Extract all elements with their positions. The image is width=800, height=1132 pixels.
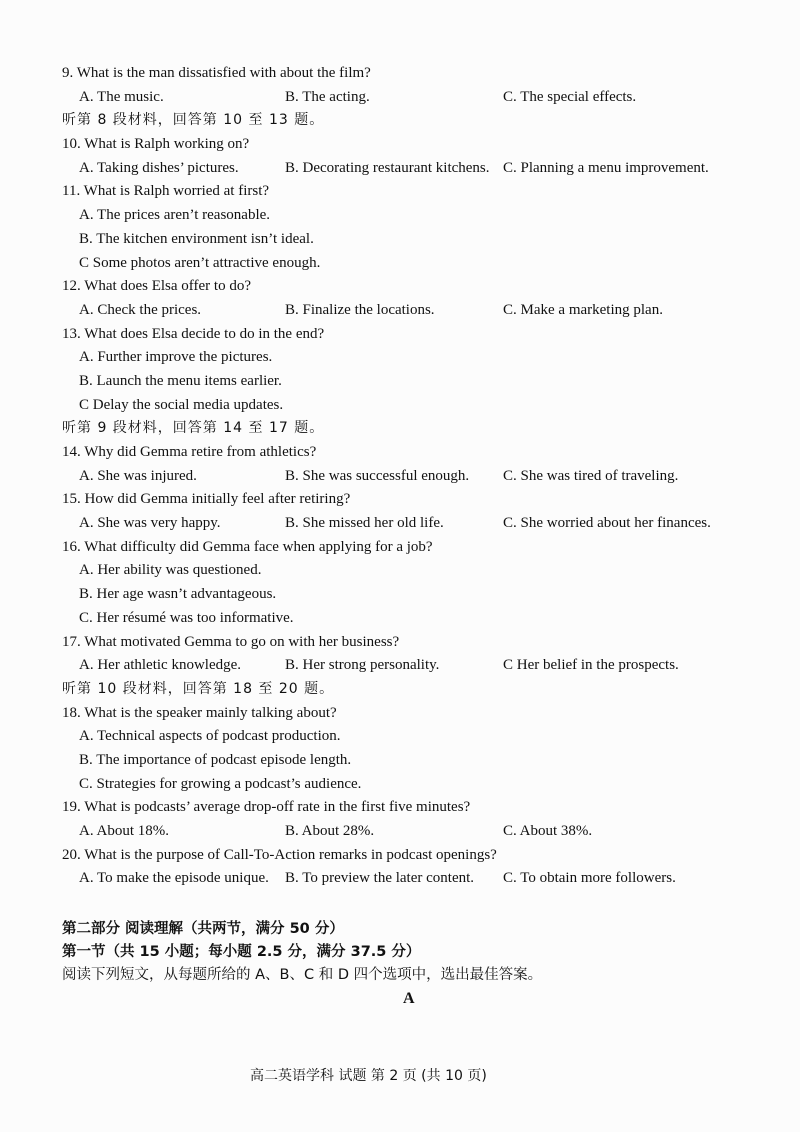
option-c: C Some photos aren’t attractive enough. — [79, 254, 321, 271]
option-c: C. Her résumé was too informative. — [79, 609, 294, 626]
reading-instruction: 阅读下列短文，从每题所给的 A、B、C 和 D 四个选项中，选出最佳答案。 — [62, 967, 543, 983]
option-a: A. The music. — [79, 88, 164, 105]
option-a: A. Her athletic knowledge. — [79, 657, 242, 674]
options-9 — [62, 86, 762, 110]
question-18: 18. What is the speaker mainly talking about? — [62, 704, 337, 721]
listening-questions — [62, 62, 762, 891]
option-b: B. She missed her old life. — [285, 515, 444, 532]
options-14 — [62, 465, 762, 489]
instruction-material-8: 听第 8 段材料，回答第 10 至 13 题。 — [62, 112, 325, 129]
option-c: C. Planning a menu improvement. — [503, 159, 709, 176]
question-14: 14. Why did Gemma retire from athletics? — [62, 444, 317, 460]
part-two-heading: 第二部分 阅读理解（共两节，满分 50 分） — [62, 921, 344, 937]
question-19: 19. What is podcasts’ average drop-off rate in the first five minutes? — [62, 799, 471, 816]
question-20: 20. What is the purpose of Call-To-Action remarks in podcast openings? — [62, 846, 497, 863]
passage-label: A — [403, 990, 415, 1007]
option-a: A. She was very happy. — [79, 515, 221, 532]
options-17 — [62, 654, 762, 678]
options-20 — [62, 867, 762, 891]
option-b: B. Finalize the locations. — [285, 301, 435, 318]
option-c: C Delay the social media updates. — [79, 396, 284, 413]
option-c: C. About 38%. — [503, 823, 593, 839]
option-a: A. To make the episode unique. — [79, 870, 269, 887]
option-b: B. Her strong personality. — [285, 657, 440, 674]
instruction-material-9: 听第 9 段材料，回答第 14 至 17 题。 — [62, 420, 325, 437]
option-a: A. Technical aspects of podcast production. — [79, 728, 341, 745]
options-12 — [62, 299, 762, 323]
option-c: C. To obtain more followers. — [503, 870, 676, 887]
option-c: C. Make a marketing plan. — [503, 301, 663, 318]
question-12: 12. What does Elsa offer to do? — [62, 278, 251, 295]
option-b: B. She was successful enough. — [285, 467, 470, 484]
instruction-material-10: 听第 10 段材料，回答第 18 至 20 题。 — [62, 680, 335, 697]
option-b: B. The acting. — [285, 88, 370, 105]
option-b: B. To preview the later content. — [285, 870, 475, 887]
option-c: C. She was tired of traveling. — [503, 467, 679, 484]
option-c: C. She worried about her finances. — [503, 515, 711, 532]
option-b: B. The importance of podcast episode length. — [79, 751, 352, 768]
option-c: C Her belief in the prospects. — [503, 657, 679, 674]
option-b: B. Decorating restaurant kitchens. — [285, 159, 490, 176]
question-17: 17. What motivated Gemma to go on with her business? — [62, 633, 400, 650]
question-16: 16. What difficulty did Gemma face when applying for a job? — [62, 538, 433, 555]
option-c: C. Strategies for growing a podcast’s audience. — [79, 775, 362, 792]
options-15 — [62, 512, 762, 536]
options-19 — [62, 820, 762, 844]
option-b: B. Her age wasn’t advantageous. — [79, 586, 277, 603]
option-b: B. Launch the menu items earlier. — [79, 372, 282, 389]
option-b: B. The kitchen environment isn’t ideal. — [79, 230, 314, 247]
option-a: A. She was injured. — [79, 467, 197, 484]
section-one-heading: 第一节（共 15 小题；每小题 2.5 分，满分 37.5 分） — [62, 944, 421, 960]
option-b: B. About 28%. — [285, 823, 375, 839]
options-10 — [62, 157, 762, 181]
option-a: A. The prices aren’t reasonable. — [79, 207, 271, 224]
option-a: A. Her ability was questioned. — [79, 562, 262, 579]
option-a: A. Further improve the pictures. — [79, 349, 273, 366]
option-a: A. About 18%. — [79, 823, 169, 839]
question-9: 9. What is the man dissatisfied with about the film? — [62, 65, 371, 81]
question-13: 13. What does Elsa decide to do in the end? — [62, 325, 325, 342]
page-footer: 高二英语学科 试题 第 2 页 (共 10 页) — [250, 1068, 487, 1084]
question-15: 15. How did Gemma initially feel after retiring? — [62, 491, 351, 508]
option-c: C. The special effects. — [503, 88, 637, 105]
question-11: 11. What is Ralph worried at first? — [62, 183, 270, 200]
option-a: A. Check the prices. — [79, 301, 202, 318]
question-10: 10. What is Ralph working on? — [62, 136, 250, 153]
option-a: A. Taking dishes’ pictures. — [79, 159, 239, 176]
